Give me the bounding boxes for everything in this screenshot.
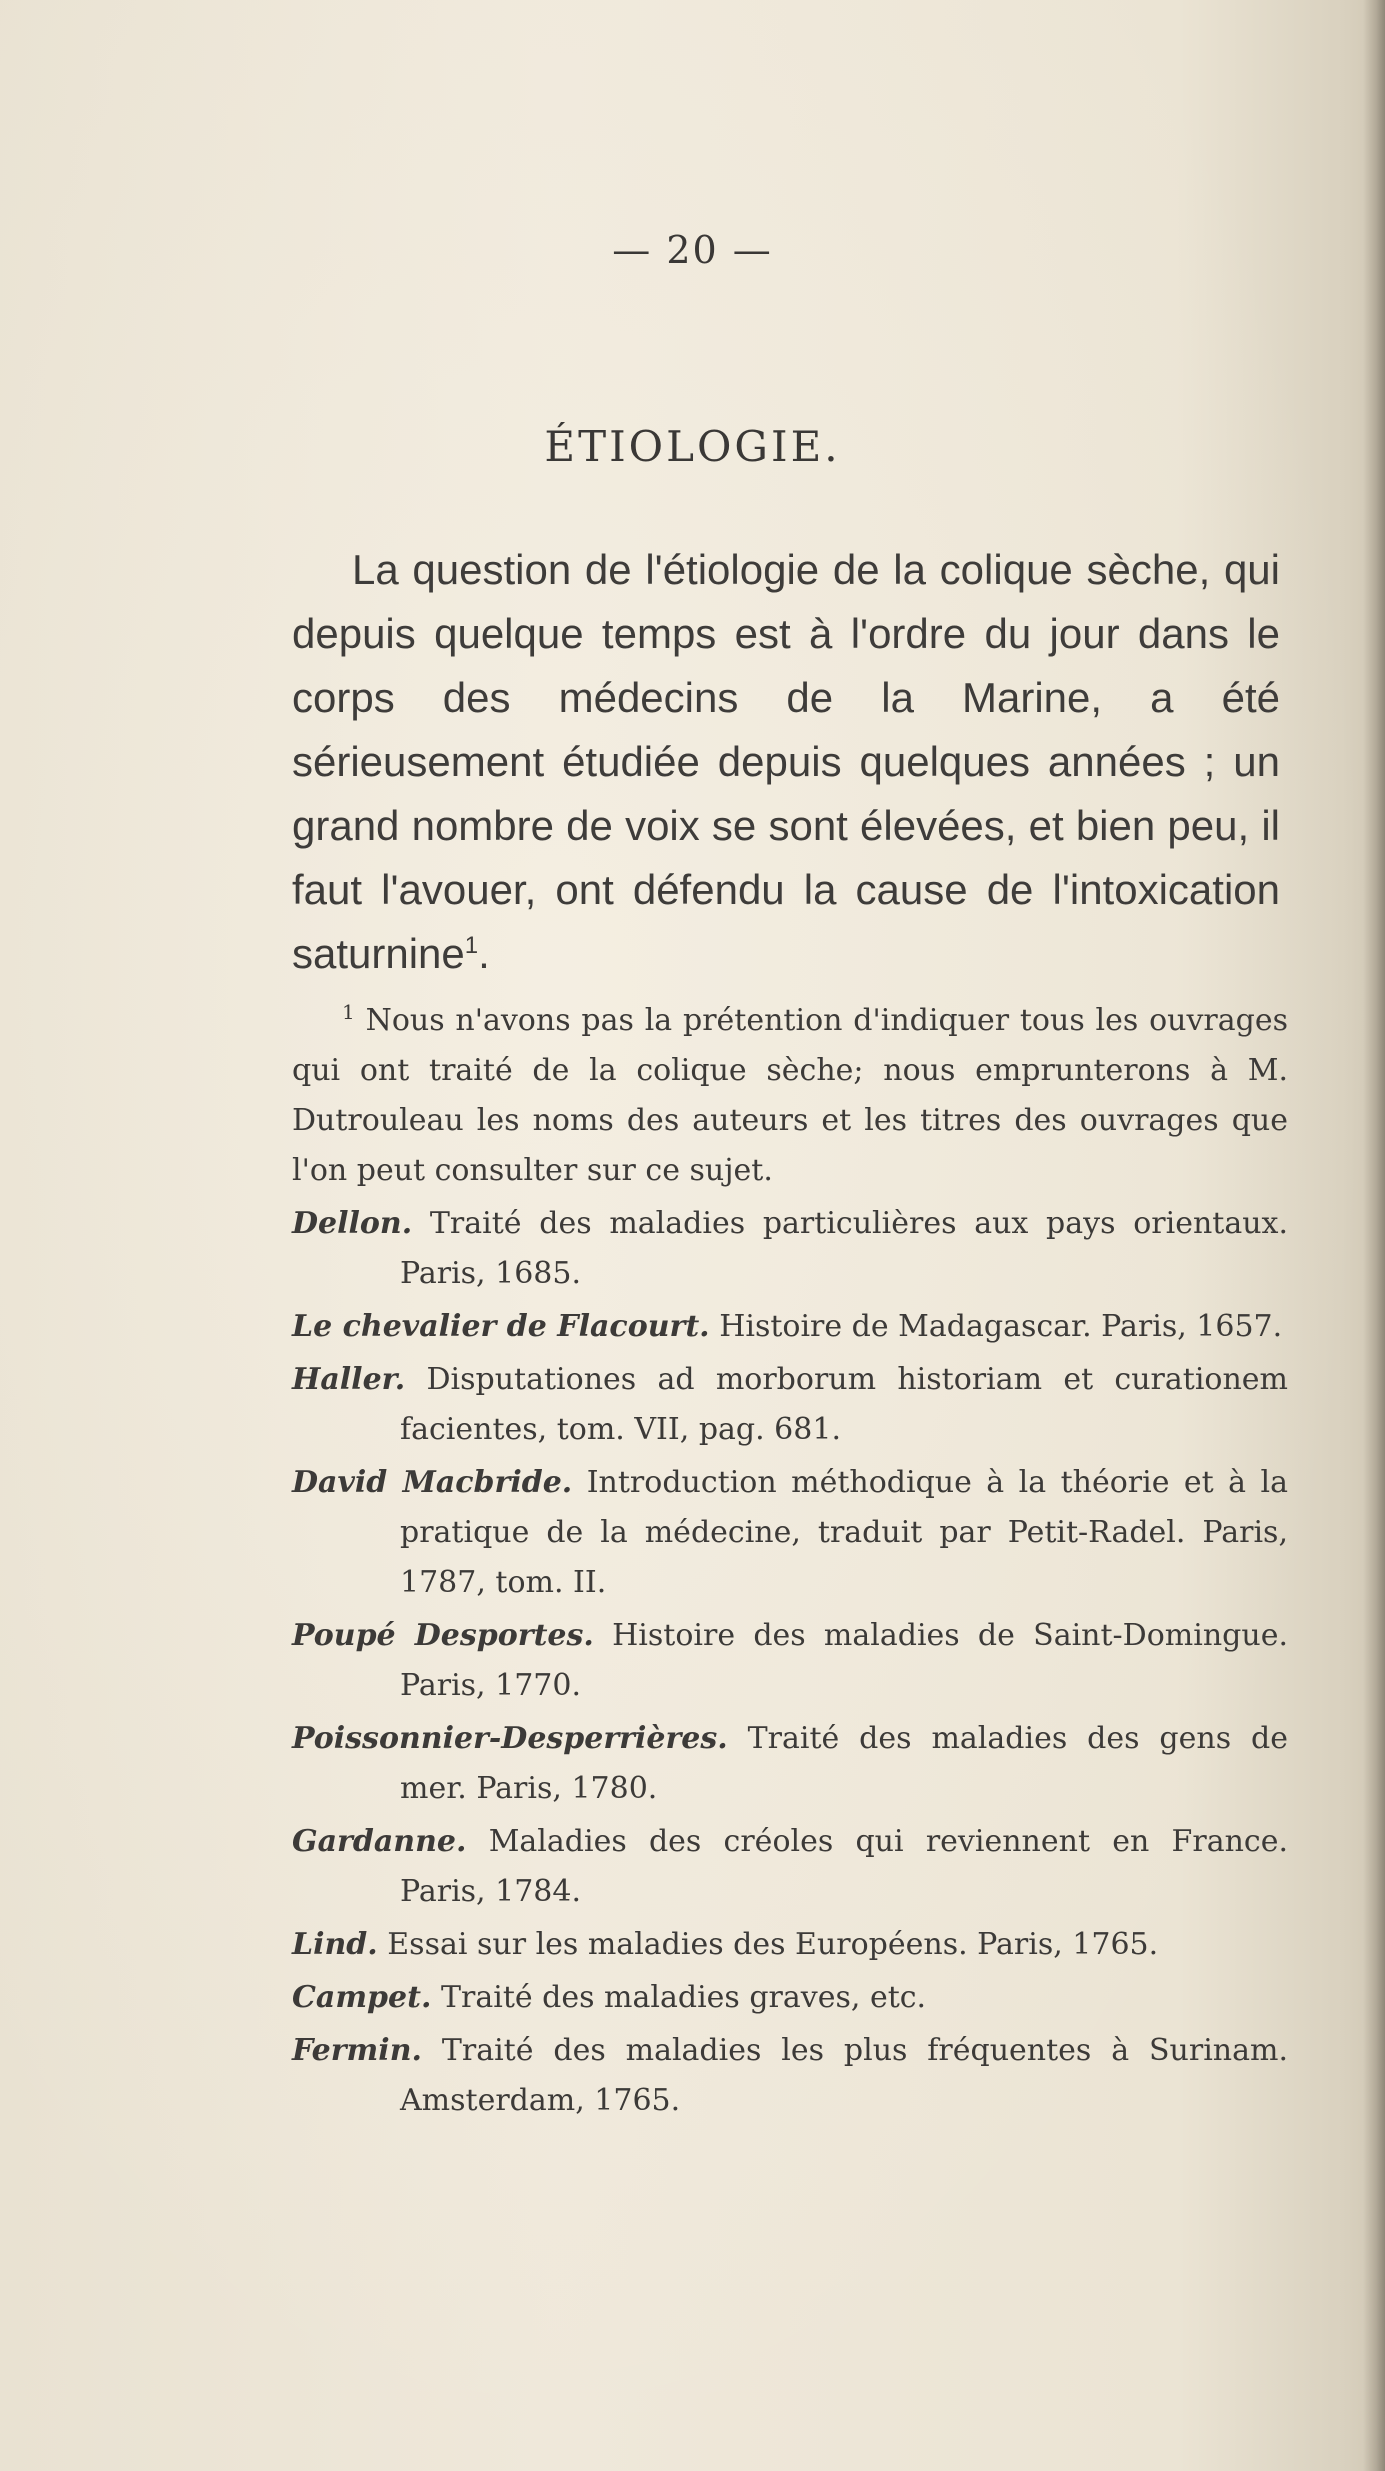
footnote-text: Nous n'avons pas la prétention d'indiquer tous les ouvrages qui ont traité de la colique sèche; nous emprunterons à M. Dutrouleau les noms des auteurs et les titres des ouvrages que l'on peut consulter sur ce sujet.: [292, 1003, 1289, 1188]
reference-author: Gardanne.: [292, 1824, 467, 1859]
reference-item: [292, 1355, 1288, 1455]
reference-item: [292, 1611, 1288, 1711]
reference-title: Traité des maladies graves, etc.: [440, 1980, 927, 2015]
reference-item: [292, 1302, 1288, 1352]
footnote: [292, 996, 1288, 1196]
reference-author: Dellon.: [292, 1206, 413, 1241]
footnote-number: 1: [342, 1000, 355, 1024]
reference-title: Disputationes ad morborum historiam et curationem facientes, tom. VII, pag. 681.: [400, 1362, 1288, 1447]
reference-author: Campet.: [292, 1980, 432, 2015]
reference-author: Le chevalier de Flacourt.: [292, 1309, 710, 1344]
reference-author: Fermin.: [292, 2033, 422, 2068]
reference-title: Histoire des maladies de Saint-Domingue. Paris, 1770.: [400, 1618, 1288, 1703]
section-title: ÉTIOLOGIE.: [544, 422, 841, 471]
reference-list: [292, 1199, 1288, 2129]
reference-item: [292, 1199, 1288, 1299]
page-spine-shadow: [1363, 0, 1385, 2471]
paragraph-text: La question de l'étiologie de la colique sèche, qui depuis quelque temps est à l'ordre du jour dans le corps des médecins de la Marine, a été sérieusement étudiée depuis quelques années ; un grand nombre de voix se sont élevées, et bien peu, il faut l'avouer, ont défendu la cause de l'intoxication saturnine: [292, 546, 1280, 977]
reference-author: Poissonnier-Desperrières.: [292, 1721, 728, 1756]
reference-title: Maladies des créoles qui reviennent en France. Paris, 1784.: [400, 1824, 1288, 1909]
reference-title: Histoire de Madagascar. Paris, 1657.: [719, 1309, 1283, 1344]
paragraph-end: .: [478, 930, 490, 977]
reference-author: David Macbride.: [292, 1465, 573, 1500]
reference-item: [292, 1973, 1288, 2023]
reference-item: [292, 1920, 1288, 1970]
footnote-reference-mark: 1: [464, 932, 479, 959]
main-paragraph: [292, 538, 1280, 986]
reference-item: [292, 1458, 1288, 1608]
reference-title: Essai sur les maladies des Européens. Paris, 1765.: [387, 1927, 1159, 1962]
reference-author: Lind.: [292, 1927, 378, 1962]
reference-item: [292, 1714, 1288, 1814]
reference-author: Haller.: [292, 1362, 406, 1397]
reference-title: Traité des maladies des gens de mer. Paris, 1780.: [400, 1721, 1288, 1806]
reference-item: [292, 2026, 1288, 2126]
reference-author: Poupé Desportes.: [292, 1618, 594, 1653]
reference-title: Traité des maladies particulières aux pays orientaux. Paris, 1685.: [400, 1206, 1288, 1291]
reference-title: Traité des maladies les plus fréquentes à Surinam. Amsterdam, 1765.: [400, 2033, 1288, 2118]
reference-title: Introduction méthodique à la théorie et à la pratique de la médecine, traduit par Petit-Radel. Paris, 1787, tom. II.: [400, 1465, 1288, 1600]
reference-item: [292, 1817, 1288, 1917]
page-number: — 20 —: [612, 228, 773, 272]
